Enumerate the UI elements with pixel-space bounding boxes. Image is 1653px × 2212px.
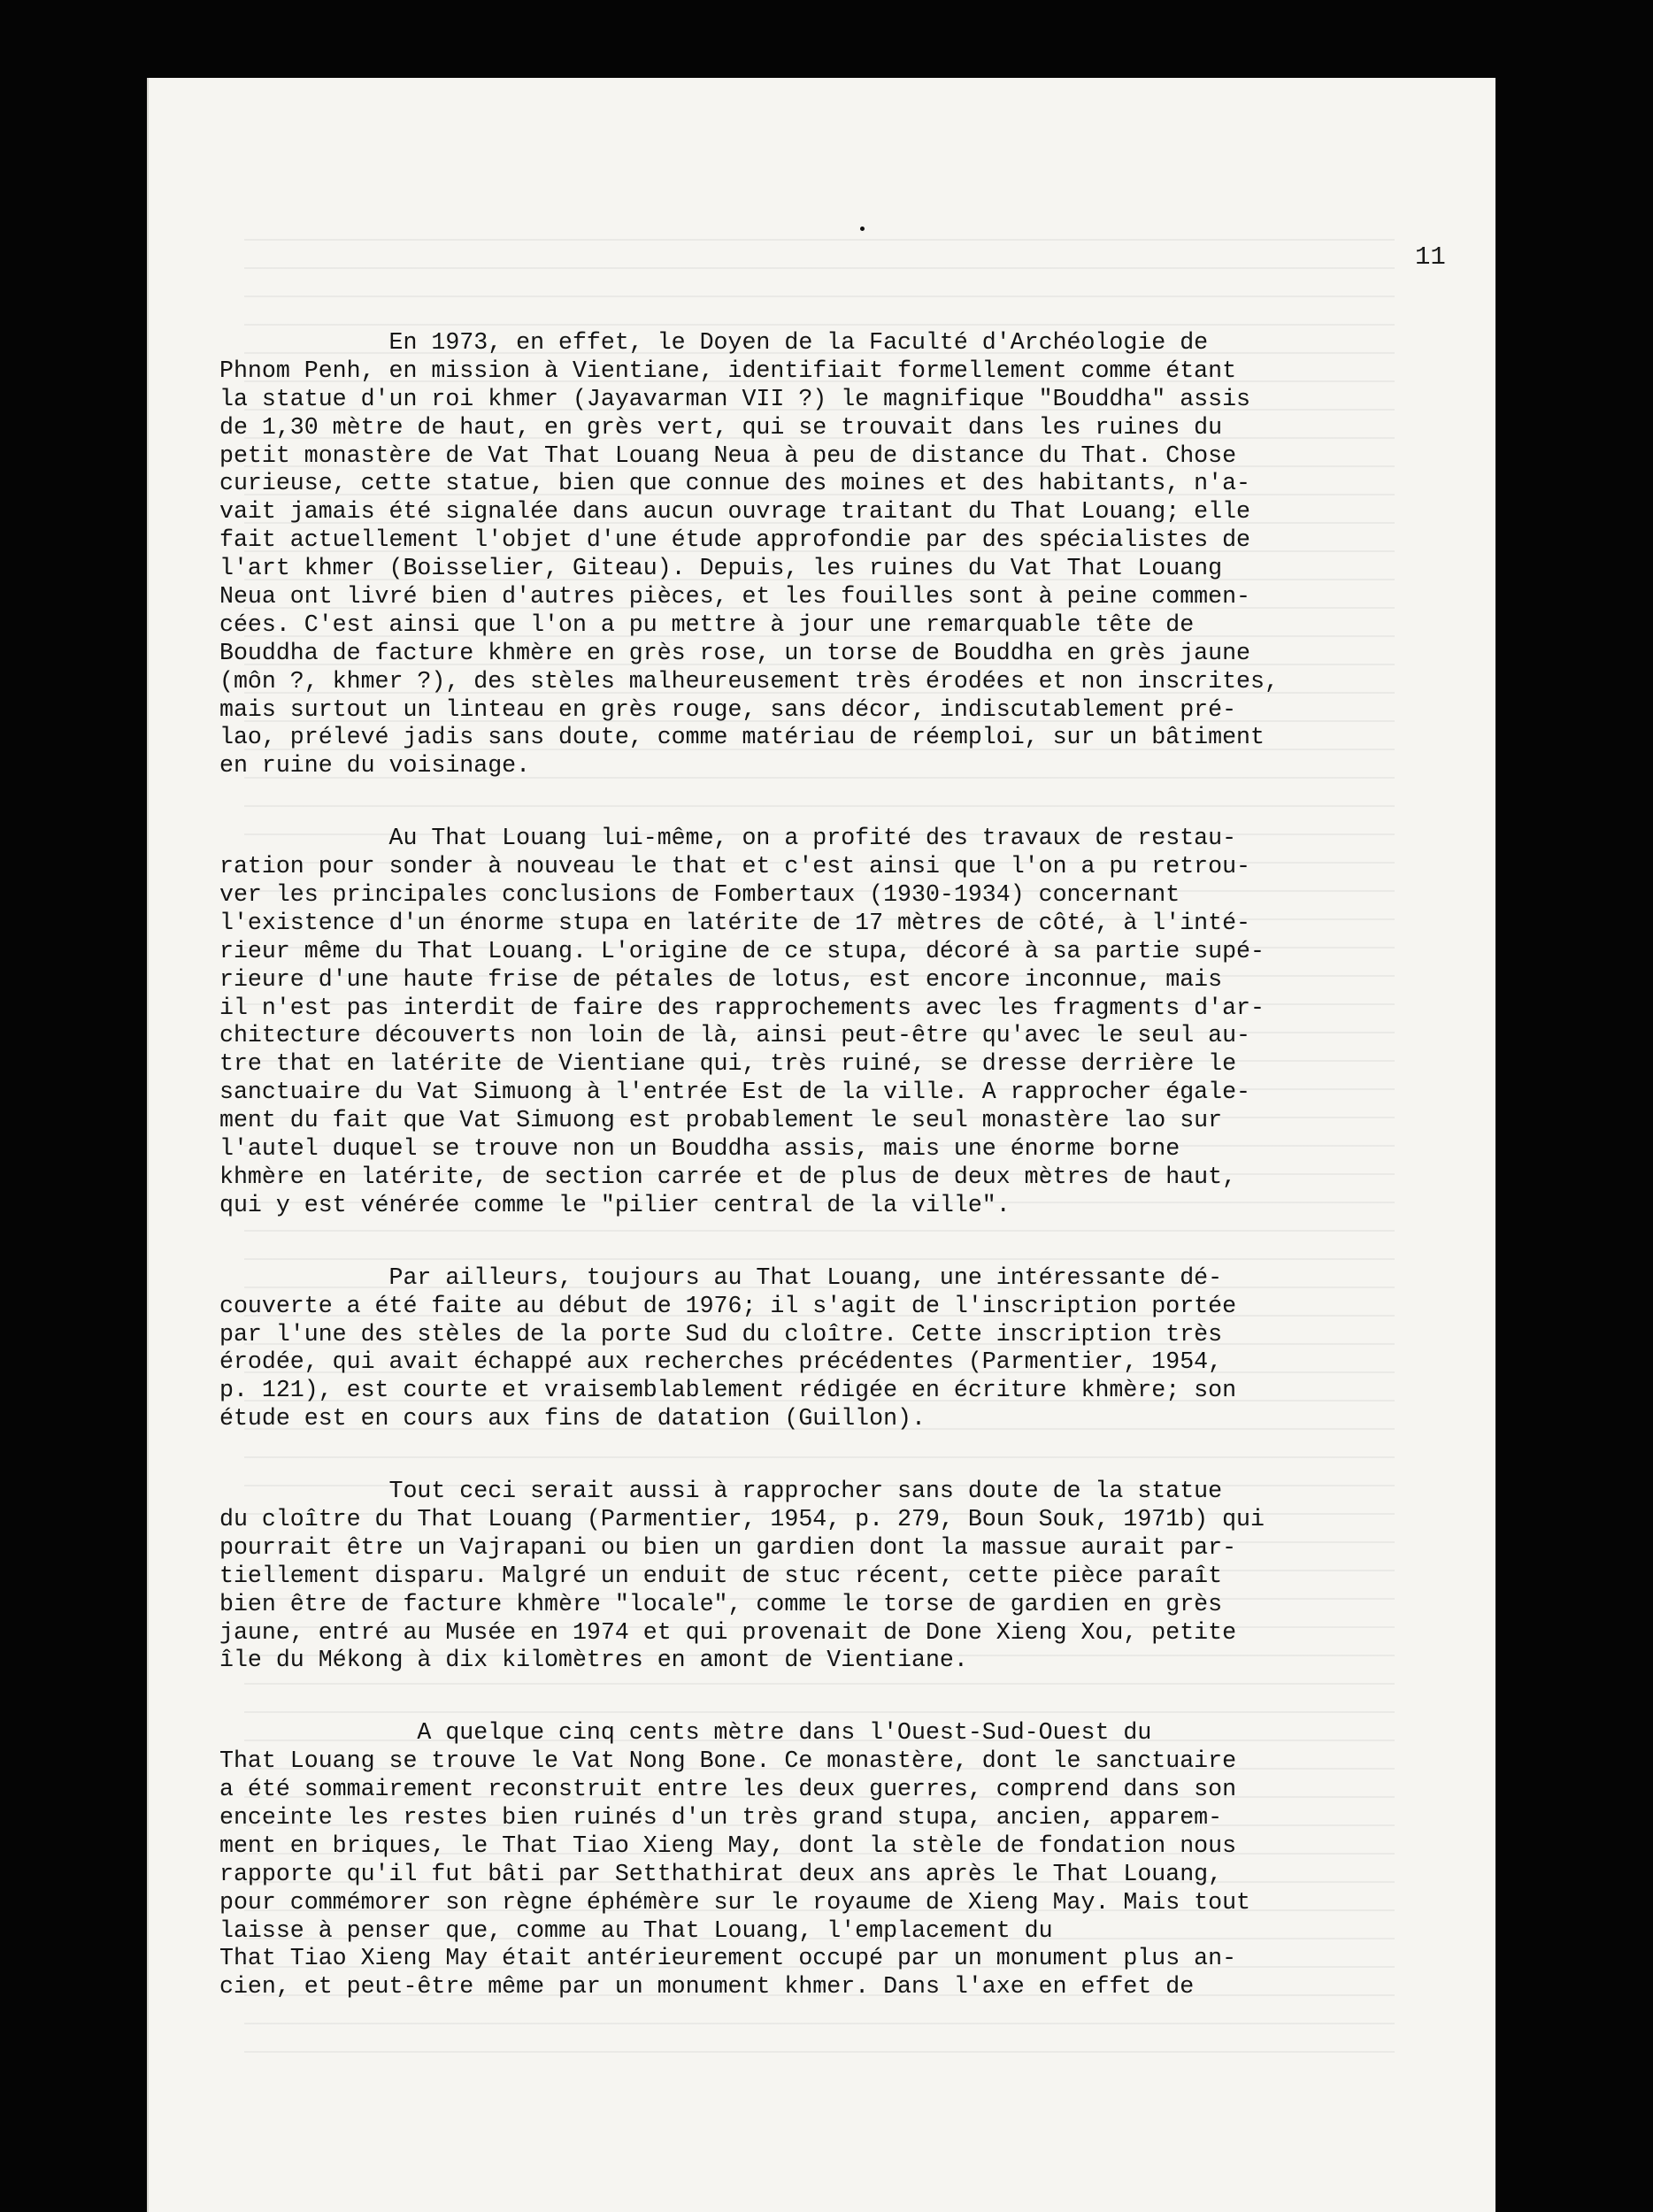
text-line: chitecture découverts non loin de là, ainsi peut-être qu'avec le seul au-	[219, 1022, 1250, 1049]
paragraph	[219, 329, 1370, 780]
text-line: a été sommairement reconstruit entre les deux guerres, comprend dans son	[219, 1776, 1237, 1803]
text-line: petit monastère de Vat That Louang Neua à peu de distance du That. Chose	[219, 442, 1237, 469]
text-line: Phnom Penh, en mission à Vientiane, identifiait formellement comme étant	[219, 357, 1237, 384]
text-line: That Louang se trouve le Vat Nong Bone. Ce monastère, dont le sanctuaire	[219, 1747, 1237, 1775]
paragraph	[219, 825, 1370, 1219]
text-line: p. 121), est courte et vraisemblablement rédigée en écriture khmère; son	[219, 1377, 1237, 1404]
paragraph	[219, 1478, 1370, 1675]
text-line: rieure d'une haute frise de pétales de lotus, est encore inconnue, mais	[219, 965, 1223, 993]
text-line: curieuse, cette statue, bien que connue des moines et des habitants, n'a-	[219, 470, 1250, 497]
text-line: tre that en latérite de Vientiane qui, très ruiné, se dresse derrière le	[219, 1050, 1237, 1078]
text-line: l'art khmer (Boisselier, Giteau). Depuis, les ruines du Vat That Louang	[219, 555, 1223, 582]
text-line: fait actuellement l'objet d'une étude approfondie par des spécialistes de	[219, 526, 1250, 554]
text-line: île du Mékong à dix kilomètres en amont de Vientiane.	[219, 1647, 968, 1674]
text-line: érodée, qui avait échappé aux recherches précédentes (Parmentier, 1954,	[219, 1348, 1223, 1376]
text-line: Neua ont livré bien d'autres pièces, et les fouilles sont à peine commen-	[219, 583, 1250, 611]
text-line: enceinte les restes bien ruinés d'un très grand stupa, ancien, apparem-	[219, 1803, 1223, 1831]
text-line: par l'une des stèles de la porte Sud du cloître. Cette inscription très	[219, 1320, 1223, 1348]
text-line: mais surtout un linteau en grès rouge, sans décor, indiscutablement pré-	[219, 695, 1237, 723]
text-line: A quelque cinq cents mètre dans l'Ouest-Sud-Ouest du	[219, 1719, 1152, 1747]
text-line: Bouddha de facture khmère en grès rose, un torse de Bouddha en grès jaune	[219, 639, 1250, 666]
text-line: rieur même du That Louang. L'origine de ce stupa, décoré à sa partie supé-	[219, 937, 1265, 964]
text-line: laisse à penser que, comme au That Louang, l'emplacement du	[219, 1916, 1053, 1944]
text-line: cien, et peut-être même par un monument khmer. Dans l'axe en effet de	[219, 1973, 1195, 2001]
text-line: l'autel duquel se trouve non un Bouddha assis, mais une énorme borne	[219, 1135, 1180, 1163]
paragraph	[219, 1719, 1370, 2001]
text-line: ver les principales conclusions de Fombertaux (1930-1934) concernant	[219, 881, 1180, 909]
text-line: qui y est vénérée comme le "pilier central de la ville".	[219, 1191, 1011, 1218]
text-line: la statue d'un roi khmer (Jayavarman VII ?) le magnifique "Bouddha" assis	[219, 385, 1250, 412]
text-line: ment du fait que Vat Simuong est probablement le seul monastère lao sur	[219, 1107, 1223, 1134]
document-page	[147, 78, 1495, 2212]
text-line: lao, prélevé jadis sans doute, comme matériau de réemploi, sur un bâtiment	[219, 724, 1265, 751]
text-line: cées. C'est ainsi que l'on a pu mettre à jour une remarquable tête de	[219, 611, 1195, 638]
body-text	[219, 329, 1370, 2046]
text-line: En 1973, en effet, le Doyen de la Faculté d'Archéologie de	[219, 329, 1209, 356]
dust-speck	[860, 227, 865, 231]
text-line: Tout ceci serait aussi à rapprocher sans doute de la statue	[219, 1478, 1223, 1505]
text-line: du cloître du That Louang (Parmentier, 1954, p. 279, Boun Souk, 1971b) qui	[219, 1505, 1265, 1532]
text-line: khmère en latérite, de section carrée et de plus de deux mètres de haut,	[219, 1163, 1237, 1190]
text-line: couverte a été faite au début de 1976; il s'agit de l'inscription portée	[219, 1292, 1237, 1319]
text-line: jaune, entré au Musée en 1974 et qui provenait de Done Xieng Xou, petite	[219, 1618, 1237, 1646]
text-line: sanctuaire du Vat Simuong à l'entrée Est de la ville. A rapprocher égale-	[219, 1079, 1250, 1106]
text-line: bien être de facture khmère "locale", comme le torse de gardien en grès	[219, 1590, 1223, 1617]
text-line: étude est en cours aux fins de datation (Guillon).	[219, 1405, 926, 1432]
text-line: pour commémorer son règne éphémère sur le royaume de Xieng May. Mais tout	[219, 1888, 1250, 1916]
text-line: de 1,30 mètre de haut, en grès vert, qui se trouvait dans les ruines du	[219, 413, 1223, 441]
text-line: ration pour sonder à nouveau le that et c'est ainsi que l'on a pu retrou-	[219, 853, 1250, 880]
text-line: rapporte qu'il fut bâti par Setthathirat deux ans après le That Louang,	[219, 1860, 1223, 1887]
text-line: pourrait être un Vajrapani ou bien un gardien dont la massue aurait par-	[219, 1533, 1237, 1561]
text-line: Par ailleurs, toujours au That Louang, une intéressante dé-	[219, 1263, 1223, 1291]
text-line: That Tiao Xieng May était antérieurement occupé par un monument plus an-	[219, 1945, 1237, 1972]
text-line: tiellement disparu. Malgré un enduit de stuc récent, cette pièce paraît	[219, 1562, 1223, 1589]
text-line: vait jamais été signalée dans aucun ouvrage traitant du That Louang; elle	[219, 498, 1250, 526]
paragraph	[219, 1264, 1370, 1433]
page-number: 11	[1415, 242, 1446, 272]
text-line: (môn ?, khmer ?), des stèles malheureusement très érodées et non inscrites,	[219, 667, 1279, 695]
text-line: Au That Louang lui-même, on a profité des travaux de restau-	[219, 825, 1237, 852]
text-line: en ruine du voisinage.	[219, 752, 531, 780]
text-line: l'existence d'un énorme stupa en latérite de 17 mètres de côté, à l'inté-	[219, 909, 1250, 936]
text-line: il n'est pas interdit de faire des rapprochements avec les fragments d'ar-	[219, 994, 1265, 1021]
text-line: ment en briques, le That Tiao Xieng May, dont la stèle de fondation nous	[219, 1832, 1237, 1859]
